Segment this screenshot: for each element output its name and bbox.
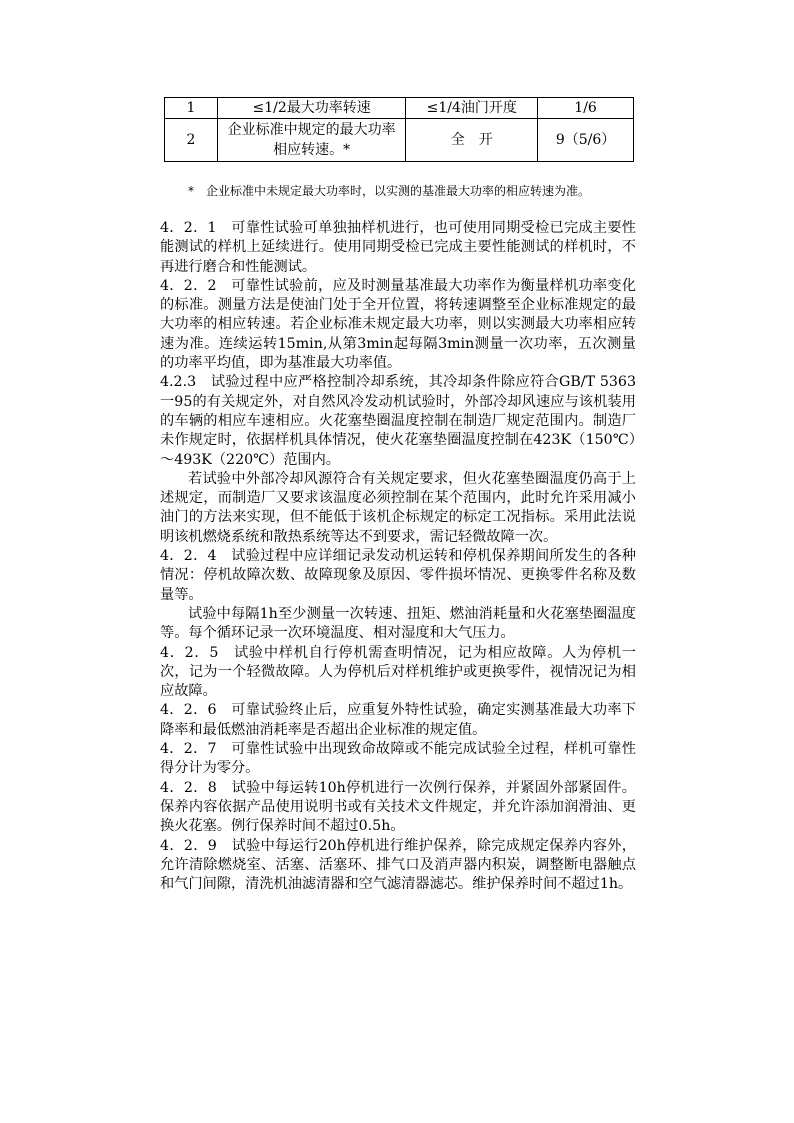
cell-throttle: ≤1/4油门开度 — [406, 98, 538, 119]
table-row — [165, 119, 634, 162]
paragraph: 4．2．5 试验中样机自行停机需查明情况，记为相应故障。人为停机一次，记为一个轻微故障。人为停机后对样机维护或更换零件，视情况记为相应故障。 — [160, 644, 636, 700]
cell-speed: 企业标准中规定的最大功率相应转速。* — [217, 119, 406, 162]
paragraph: 4．2．4 试验过程中应详细记录发动机运转和停机保养期间所发生的各种情况：停机故障次数、故障现象及原因、零件损坏情况、更换零件名称及数量等。 — [160, 548, 636, 603]
document-body — [160, 219, 636, 894]
paragraph: 试验中每隔1h至少测量一次转速、扭矩、燃油消耗量和火花塞垫圈温度等。每个循环记录一次环境温度、相对湿度和大气压力。 — [160, 605, 636, 642]
test-cycle-table — [164, 97, 634, 162]
table-footnote: * 企业标准中未规定最大功率时，以实测的基准最大功率的相应转速为准。 — [188, 184, 591, 198]
cell-speed: ≤1/2最大功率转速 — [217, 98, 406, 119]
cell-throttle: 全 开 — [406, 119, 538, 162]
cell-ratio: 9（5/6） — [538, 119, 634, 162]
cell-ratio: 1/6 — [538, 98, 634, 119]
cell-no: 1 — [165, 98, 218, 119]
paragraph: 若试验中外部冷却风源符合有关规定要求，但火花塞垫圈温度仍高于上述规定，而制造厂又要求该温度必须控制在某个范围内，此时允许采用减小油门的方法来实现，但不能低于该机企标规定的标定工况指标。采用此法说明该机燃烧系统和散热系统等达不到要求，需记轻微故障一次。 — [160, 470, 636, 545]
table-row — [165, 98, 634, 119]
cell-no: 2 — [165, 119, 218, 162]
paragraph: 4．2．1 可靠性试验可单独抽样机进行，也可使用同期受检已完成主要性能测试的样机上延续进行。使用同期受检已完成主要性能测试的样机时，不再进行磨合和性能测试。 — [160, 220, 636, 275]
paragraph: 4．2．7 可靠性试验中出现致命故障或不能完成试验全过程，样机可靠性得分计为零分。 — [160, 741, 636, 777]
paragraph: 4.2.3 试验过程中应严格控制冷却系统，其冷却条件除应符合GB/T 5363一95的有关规定外，对自然风冷发动机试验时，外部冷却风速应与该机装用的车辆的相应车速相应。火花塞垫圈温度控制在制造厂规定范围内。制造厂未作规定时，依据样机具体情况，使火花塞垫圈温度控制在423K（150℃）～493K（220℃）范围内。 — [160, 374, 636, 468]
paragraph: 4．2．2 可靠性试验前，应及时测量基准最大功率作为衡量样机功率变化的标准。测量方法是使油门处于全开位置，将转速调整至企业标准规定的最大功率的相应转速。若企业标准未规定最大功率，则以实测最大功率相应转速为准。连续运转15min,从第3min起每隔3min测量一次功率，五次测量的功率平均值，即为基准最大功率值。 — [160, 277, 636, 372]
paragraph: 4．2．6 可靠试验终止后，应重复外特性试验，确定实测基准最大功率下降率和最低燃油消耗率是否超出企业标准的规定值。 — [160, 702, 636, 738]
paragraph: 4．2．9 试验中每运行20h停机进行维护保养，除完成规定保养内容外，允许清除燃烧室、活塞、活塞环、排气口及消声器内积炭，调整断电器触点和气门间隙，清洗机油滤清器和空气滤清器滤芯。维护保养时间不超过1h。 — [160, 837, 636, 893]
paragraph: 4．2．8 试验中每运转10h停机进行一次例行保养，并紧固外部紧固件。保养内容依据产品使用说明书或有关技术文件规定，并允许添加润滑油、更换火花塞。例行保养时间不超过0.5h。 — [160, 779, 636, 835]
